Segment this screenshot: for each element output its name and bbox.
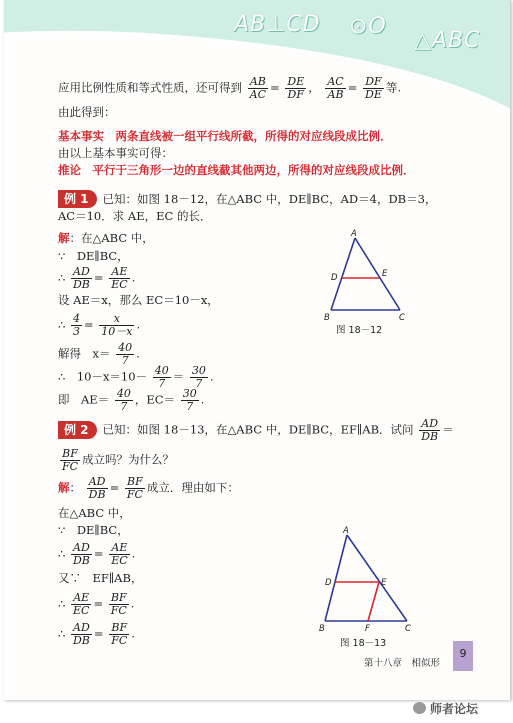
- fig1-label-b: B: [324, 313, 330, 323]
- fig1-label-a: A: [351, 229, 357, 239]
- intro-line-2: 由此得到：: [58, 105, 116, 119]
- ex1-badge: 例 1: [58, 190, 97, 208]
- textbook-page: [4, 0, 511, 700]
- ex1-sol-7: ∴ 10－x＝10－ $\frac{40}{7}$ ＝ $\frac{30}{7}$ .: [58, 364, 214, 390]
- ex2-sol-1: 解： $\frac{AD}{DB}$ = $\frac{BF}{FC}$ 成立．理由如下：: [58, 475, 239, 501]
- ex1-question-1: 例 1 已知：如图 18－12，在△ABC 中，DE∥BC，AD＝4，DB＝3，: [58, 190, 436, 208]
- fig2-label-b: B: [319, 624, 325, 634]
- banner-perpendicular-symbol: AB⊥CD: [234, 12, 321, 37]
- ex1-question-2: AC＝10．求 AE，EC 的长．: [58, 209, 212, 223]
- fig1-label-e: E: [382, 269, 388, 279]
- intro-line-1: 应用比例性质和等式性质，还可得到 $\frac{AB}{AC}$ = $\frac{DE}{DF}$ ， $\frac{AC}{AB}$ = $\frac{DF}{DE}$ 等.: [58, 75, 402, 101]
- page-number: 9: [453, 641, 473, 671]
- banner-circle-symbol: ⊙O: [349, 14, 387, 39]
- ex2-question-1: 例 2 已知：如图 18－13，在△ABC 中，DE∥BC，EF∥AB．试问 $\frac{AD}{DB}$ ＝: [58, 418, 454, 443]
- figure-18-12: [314, 228, 414, 328]
- fig2-label-d: D: [325, 578, 332, 588]
- fig2-label-a: A: [343, 526, 349, 536]
- then-text: 由以上基本事实可得：: [58, 146, 173, 160]
- fig1-label-c: C: [399, 313, 405, 323]
- ex2-sol-2: 在△ABC 中，: [58, 506, 131, 520]
- ex2-sol-7: ∴ $\frac{AD}{DB}$ = $\frac{BF}{FC}$ .: [58, 621, 135, 647]
- ex1-sol-3: ∴ $\frac{AD}{DB}$ = $\frac{AE}{EC}$ .: [58, 265, 136, 291]
- figure-18-13-caption: 图 18－13: [340, 638, 387, 649]
- fig2-label-f: F: [365, 624, 370, 634]
- ex1-sol-2: ∵ DE∥BC，: [58, 249, 129, 263]
- ex1-sol-5: ∴ $\frac{4}{3}$ = $\frac{x}{10-x}$ .: [58, 312, 141, 338]
- ex1-sol-1: 解：在△ABC 中，: [58, 231, 154, 245]
- chapter-footer: 第十八章 相似形: [364, 658, 441, 669]
- ex2-sol-6: ∴ $\frac{AE}{EC}$ = $\frac{BF}{FC}$ .: [58, 591, 135, 617]
- watermark-text: 师者论坛: [430, 702, 479, 716]
- ex1-sol-6: 解得 x＝ $\frac{40}{7}$ .: [58, 341, 140, 367]
- figure-18-13: [309, 525, 419, 637]
- ex2-sol-4: ∴ $\frac{AD}{DB}$ = $\frac{AE}{EC}$ .: [58, 541, 136, 567]
- banner-triangle-symbol: △ABC: [414, 28, 481, 53]
- ex1-sol-4: 设 AE＝x，那么 EC＝10－x，: [58, 293, 219, 307]
- fig2-label-e: E: [381, 578, 387, 588]
- corollary: 推论 平行于三角形一边的直线截其他两边，所得的对应线段成比例．: [58, 163, 415, 177]
- fig2-label-c: C: [405, 624, 411, 634]
- watermark-icon: [413, 702, 426, 714]
- ex1-sol-8: 即 AE＝ $\frac{40}{7}$ ，EC＝ $\frac{30}{7}$ .: [58, 387, 205, 413]
- ex2-sol-5: 又∵ EF∥AB，: [58, 571, 143, 585]
- ex2-sol-3: ∵ DE∥BC，: [58, 523, 129, 537]
- basic-fact: 基本事实 两条直线被一组平行线所截，所得的对应线段成比例．: [58, 129, 392, 143]
- ex2-question-2: $\frac{BF}{FC}$ 成立吗？为什么？: [62, 447, 175, 473]
- fig1-label-d: D: [331, 273, 338, 283]
- ex2-badge: 例 2: [58, 421, 97, 439]
- figure-18-12-caption: 图 18－12: [336, 325, 383, 336]
